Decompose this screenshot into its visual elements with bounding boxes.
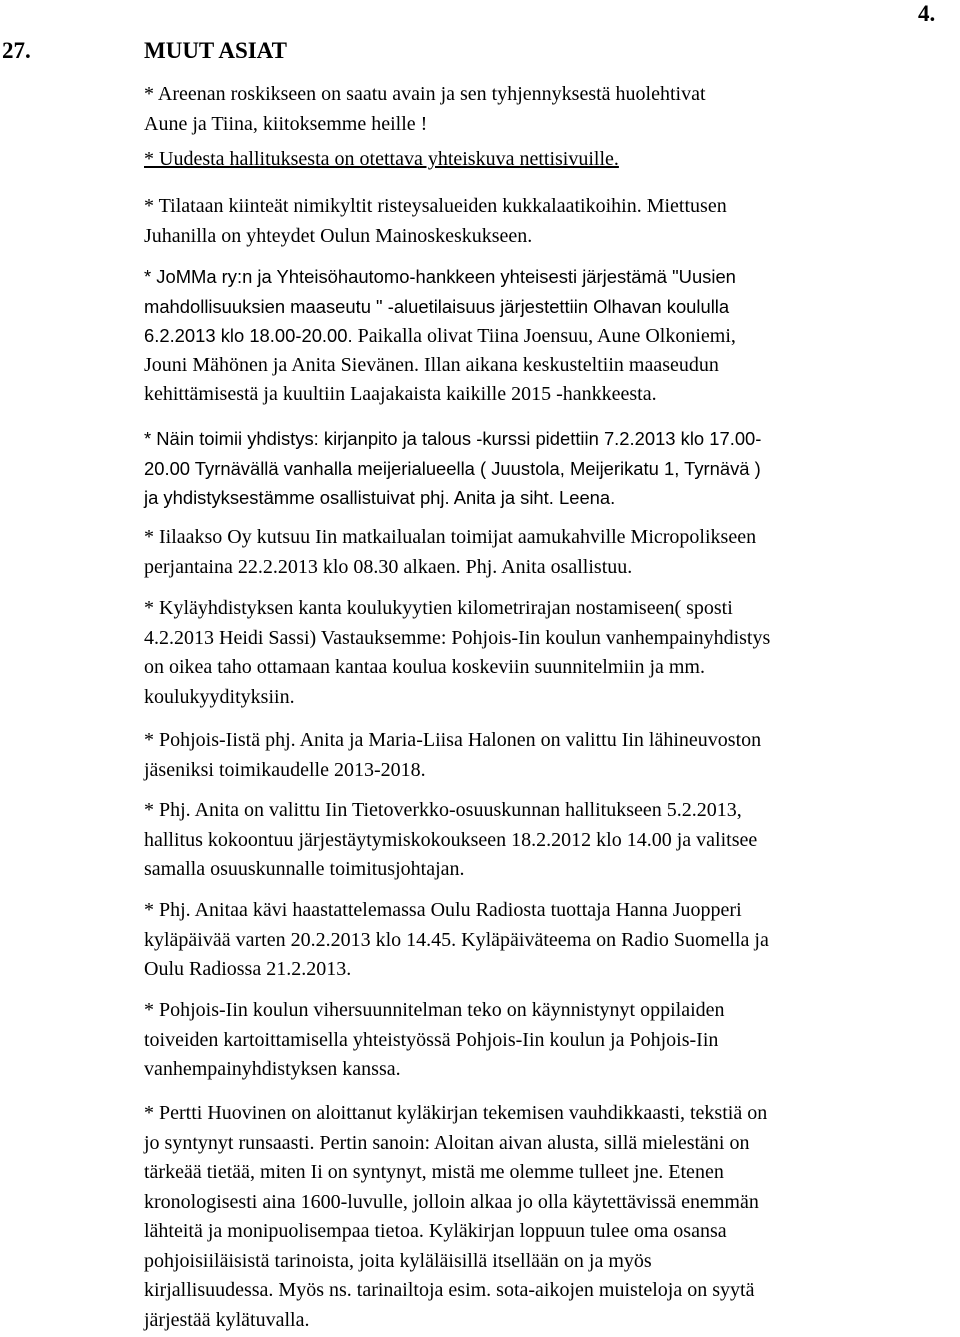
- text-line: * Iilaakso Oy kutsuu Iin matkailualan toimijat aamukahville Micropolikseen: [144, 526, 757, 548]
- paragraph-iilaakso-coffee: [144, 523, 956, 582]
- text-line: tärkeää tietää, miten Ii on syntynyt, mistä me olemme tulleet jne. Etenen: [144, 1161, 724, 1183]
- paragraph-green-plan: [144, 996, 956, 1085]
- text-line: jäseniksi toimikaudelle 2013-2018.: [144, 758, 426, 781]
- text-line: on oikea taho ottamaan kantaa koulua koskeviin suunnitelmiin ja mm.: [144, 656, 705, 678]
- text-line: järjestää kylätuvalla.: [144, 1308, 310, 1331]
- text-line: kyläpäivää varten 20.2.2013 klo 14.45. Kyläpäiväteema on Radio Suomella ja: [144, 928, 769, 951]
- text-line: toiveiden kartoittamisella yhteistyössä Pohjois-Iin koulun ja Pohjois-Iin: [144, 1028, 719, 1051]
- text-segment-serif: Paikalla olivat Tiina Joensuu, Aune Olkoniemi,: [352, 325, 736, 347]
- text-line: Oulu Radiossa 21.2.2013.: [144, 958, 352, 980]
- paragraph-board-photo: [144, 145, 956, 175]
- text-line: Juhanilla on yhteydet Oulun Mainoskeskukseen.: [144, 224, 533, 247]
- paragraph-arena-trash-key: [144, 80, 956, 139]
- text-line: * Näin toimii yhdistys: kirjanpito ja talous -kurssi pidettiin 7.2.2013 klo 17.00-: [144, 428, 762, 449]
- text-line: kehittämisestä ja kuultiin Laajakaista kaikille 2015 -hankkeesta.: [144, 383, 657, 405]
- paragraph-accounting-course: [144, 424, 956, 513]
- page-number: 4.: [918, 1, 936, 26]
- section-number: 27.: [2, 38, 31, 63]
- text-line: pohjoisiiläisistä tarinoista, joita kyläläisillä itsellään on ja myös: [144, 1249, 652, 1272]
- text-line: 20.00 Tyrnävällä vanhalla meijerialueella ( Juustola, Meijerikatu 1, Tyrnävä ): [144, 457, 761, 479]
- text-line: perjantaina 22.2.2013 klo 08.30 alkaen. Phj. Anita osallistuu.: [144, 555, 633, 578]
- text-line: koulukyydityksiin.: [144, 685, 295, 708]
- section-title: MUUT ASIAT: [144, 38, 287, 63]
- text-line: * Areenan roskikseen on saatu avain ja sen tyhjennyksestä huolehtivat: [144, 83, 706, 105]
- paragraph-network-cooperative: [144, 796, 956, 885]
- text-line: * Pertti Huovinen on aloittanut kyläkirjan tekemisen vauhdikkaasti, tekstiä on: [144, 1102, 768, 1124]
- text-line: * Phj. Anita on valittu Iin Tietoverkko-osuuskunnan hallitukseen 5.2.2013,: [144, 799, 742, 821]
- text-line: * Kyläyhdistyksen kanta koulukyytien kilometrirajan nostamiseen( sposti: [144, 597, 733, 619]
- paragraph-local-council: [144, 726, 956, 785]
- text-line: * Phj. Anitaa kävi haastattelemassa Oulu Radiosta tuottaja Hanna Juopperi: [144, 899, 742, 921]
- paragraph-jomma-event: [144, 262, 956, 410]
- text-line: * Pohjois-Iin koulun vihersuunnitelman teko on käynnistynyt oppilaiden: [144, 999, 725, 1021]
- text-line: hallitus kokoontuu järjestäytymiskokoukseen 18.2.2012 klo 14.00 ja valitsee: [144, 828, 758, 851]
- paragraph-name-signs: [144, 192, 956, 251]
- text-line: ja yhdistyksestämme osallistuivat phj. Anita ja siht. Leena.: [144, 487, 616, 508]
- text-line: vanhempainyhdistyksen kanssa.: [144, 1058, 401, 1080]
- text-line: mahdollisuuksien maaseutu " -aluetilaisuus järjestettiin Olhavan koululla: [144, 295, 730, 317]
- text-line: samalla osuuskunnalle toimitusjohtajan.: [144, 858, 465, 880]
- text-line: Jouni Mähönen ja Anita Sievänen. Illan aikana keskusteltiin maaseudun: [144, 353, 719, 376]
- text-line: kronologisesti aina 1600-luvulle, jolloin alkaa jo olla käytettävissä enemmän: [144, 1190, 759, 1213]
- paragraph-radio-interview: [144, 896, 956, 985]
- text-line: Aune ja Tiina, kiitoksemme heille !: [144, 112, 428, 135]
- text-line-mixed: [144, 321, 956, 351]
- text-line: * Pohjois-Iistä phj. Anita ja Maria-Liisa Halonen on valittu Iin lähineuvoston: [144, 729, 762, 751]
- text-line: lähteitä ja monipuolisempaa tietoa. Kyläkirjan loppuun tulee oma osansa: [144, 1220, 727, 1242]
- text-line: jo syntynyt runsaasti. Pertin sanoin: Aloitan aivan alusta, sillä mielestäni on: [144, 1131, 750, 1154]
- text-line: * JoMMa ry:n ja Yhteisöhautomo-hankkeen yhteisesti järjestämä "Uusien: [144, 266, 736, 287]
- text-line: * Tilataan kiinteät nimikyltit risteysalueiden kukkalaatikoihin. Miettusen: [144, 195, 727, 217]
- text-segment-sans: 6.2.2013 klo 18.00-20.00.: [144, 325, 353, 346]
- text-line: kirjallisuudessa. Myös ns. tarinailtoja esim. sota-aikojen muisteloja on syytä: [144, 1279, 755, 1301]
- text-line: * Uudesta hallituksesta on otettava yhteiskuva nettisivuille.: [144, 148, 619, 170]
- text-line: 4.2.2013 Heidi Sassi) Vastauksemme: Pohjois-Iin koulun vanhempainyhdistys: [144, 626, 771, 649]
- paragraph-village-book: [144, 1099, 956, 1335]
- paragraph-school-transport: [144, 594, 956, 712]
